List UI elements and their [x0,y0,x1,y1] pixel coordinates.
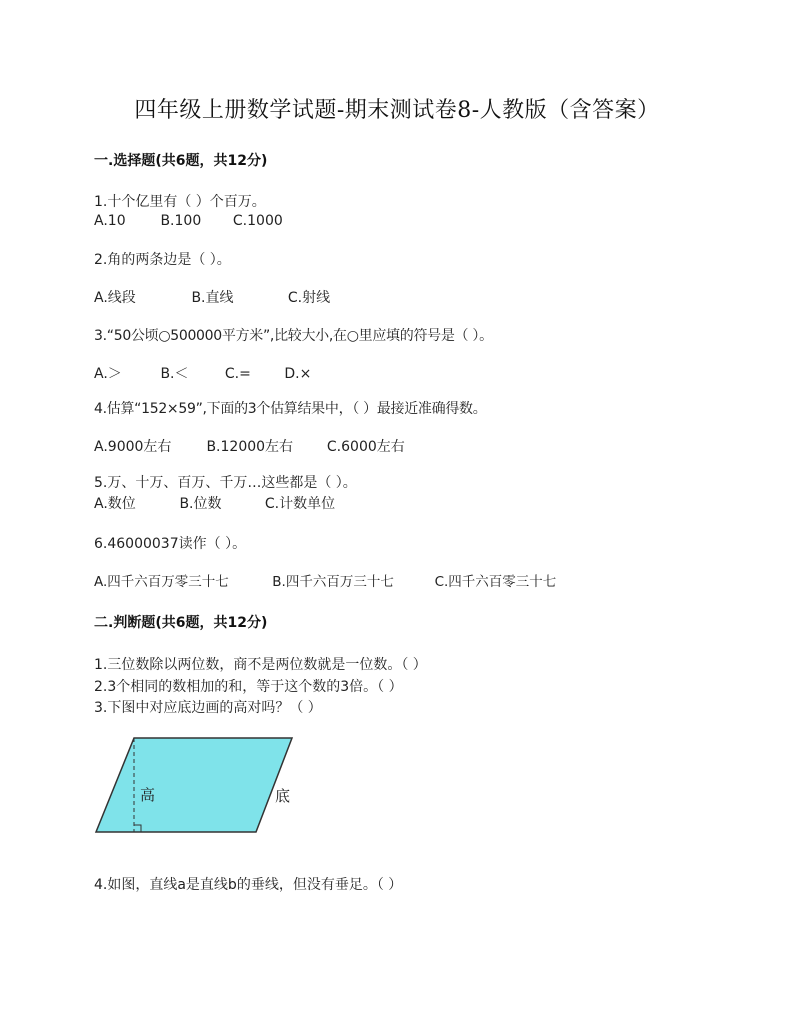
option: C.计数单位 [264,496,336,512]
judgement-3-text: 3.下图中对应底边画的高对吗？（ ） [94,700,322,716]
option: A.线段 [94,290,136,306]
height-label: 高 [140,786,156,804]
option: C.射线 [287,290,331,306]
option: B.直线 [191,290,234,306]
question-1-options [94,213,283,229]
option: B.位数 [179,496,222,512]
question-4-text: 4.估算“152×59”,下面的3个估算结果中，（ ）最接近准确得数。 [94,401,487,417]
judgement-1-text: 1.三位数除以两位数，商不是两位数就是一位数。（ ） [94,657,427,673]
parallelogram-figure [92,732,302,840]
question-2-options [94,287,330,307]
judgement-2-text: 2.3个相同的数相加的和，等于这个数的3倍。（ ） [94,679,403,695]
option: A.9000左右 [94,439,172,455]
option: B.100 [160,213,202,229]
option: C.= [224,366,251,382]
option: B.12000左右 [206,439,294,455]
option: C.1000 [232,213,283,229]
page-title: 四年级上册数学试题-期末测试卷8-人教版（含答案） [134,98,660,123]
question-5-options [94,493,335,513]
option: B.＜ [160,366,189,382]
question-6-text: 6.46000037读作（ ）。 [94,536,247,552]
option: A.四千六百万零三十七 [94,574,229,590]
question-1-text: 1.十个亿里有（ ）个百万。 [94,194,266,210]
option: D.× [284,366,312,382]
option: A.＞ [94,366,122,382]
judgement-4-text: 4.如图，直线a是直线b的垂线，但没有垂足。（ ） [94,877,403,893]
question-6-options [94,570,556,590]
section-heading-judgement: 二.判断题(共6题，共12分) [94,615,268,631]
question-3-options [94,363,311,383]
option: C.6000左右 [326,439,405,455]
question-4-options [94,436,405,456]
option: A.数位 [94,496,136,512]
section-heading-choice: 一.选择题(共6题，共12分) [94,153,268,169]
question-2-text: 2.角的两条边是（ ）。 [94,252,231,268]
base-label: 底 [275,787,291,805]
option: A.10 [94,213,126,229]
option: B.四千六百万三十七 [272,574,394,590]
option: C.四千六百零三十七 [434,574,557,590]
question-3-text: 3.“50公顷○500000平方米”,比较大小,在○里应填的符号是（ ）。 [94,328,493,344]
question-5-text: 5.万、十万、百万、千万…这些都是（ ）。 [94,475,357,491]
